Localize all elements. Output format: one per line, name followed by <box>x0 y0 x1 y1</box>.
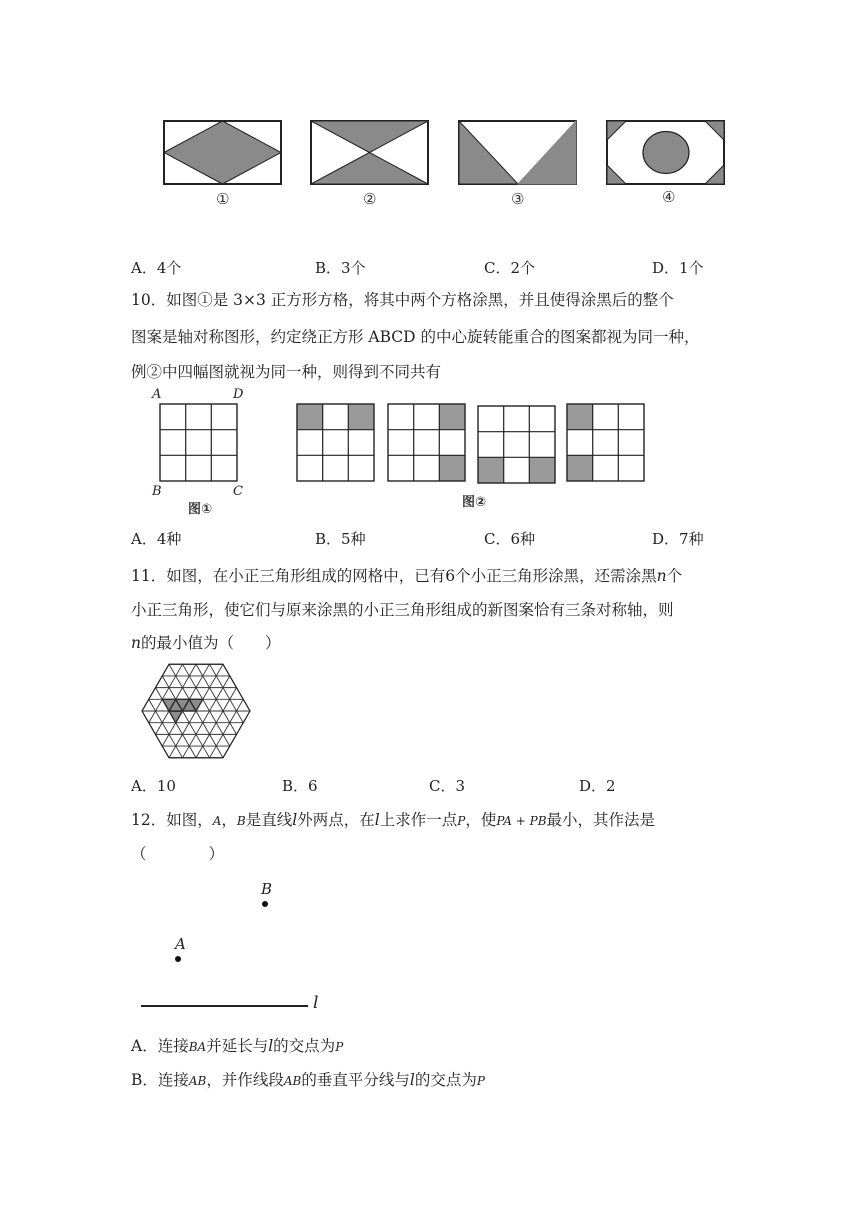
q12-text-line-2: （ ） <box>131 845 225 863</box>
grid-line <box>183 676 230 757</box>
q11-var-n: n <box>656 567 667 585</box>
q12-opt-b-var-p: P <box>476 1074 485 1088</box>
q12-opt-a-text-a: A．连接 <box>131 1037 189 1055</box>
q10-option-b: B．5种 <box>315 530 366 548</box>
q10-text-line-1: 10．如图①是 3×3 正方形方格，将其中两个方格涂黑，并且使得涂黑后的整个 <box>131 291 674 309</box>
q9-figure-2-label: ② <box>363 190 377 208</box>
q10-figure-2-caption: 图② <box>462 495 487 510</box>
q12-opt-a-text-c: 的交点为 <box>273 1037 336 1055</box>
q12-opt-b-text-d: 的交点为 <box>414 1071 477 1089</box>
q12-option-b <box>131 1070 485 1091</box>
q9-option-c: C．2个 <box>484 259 536 277</box>
q10-figure-1-caption: 图① <box>188 502 213 517</box>
q11-option-c: C．3 <box>429 777 466 795</box>
q10-figure-1-grid <box>159 403 239 482</box>
q10-figure-2-grid-3 <box>477 405 557 484</box>
q11-option-a: A．10 <box>131 777 176 795</box>
q12-text-1c: 外两点，在 <box>297 811 375 829</box>
shaded-triangle <box>169 711 183 723</box>
q12-expr: PA + PB <box>496 814 547 828</box>
grid-line <box>210 700 244 758</box>
q11-text-line-2: 小正三角形，使它们与原来涂黑的小正三角形组成的新图案恰有三条对称轴，则 <box>131 601 674 619</box>
q12-text-1a: 12．如图， <box>131 811 213 829</box>
q11-option-b: B．6 <box>282 777 318 795</box>
q12-opt-b-var: AB <box>188 1074 207 1088</box>
q12-point-b <box>262 901 268 907</box>
q9-figure-2 <box>310 120 430 186</box>
q9-figure-1 <box>163 120 283 186</box>
q11-text-3b: 的最小值为（ ） <box>140 634 281 652</box>
q12-text-1b: 是直线 <box>245 811 293 829</box>
q10-option-c: C．6种 <box>484 530 536 548</box>
q12-var-b: B <box>236 814 246 828</box>
q12-opt-b-text-c: 的垂直平分线与 <box>301 1071 410 1089</box>
q12-opt-b-var-2: AB <box>283 1074 302 1088</box>
q10-corner-label-c: C <box>233 484 243 499</box>
q10-figure-2-grid-1 <box>296 403 376 482</box>
q12-text-1e: ，使 <box>465 811 497 829</box>
q12-var-p: P <box>457 814 466 828</box>
q10-option-d: D．7种 <box>652 530 704 548</box>
q12-opt-b-text-b: ，并作线段 <box>206 1071 284 1089</box>
q12-var-a: A <box>212 814 222 828</box>
q12-opt-a-var: BA <box>188 1040 207 1054</box>
q11-option-d: D．2 <box>579 777 616 795</box>
q12-var-l: l <box>292 811 298 829</box>
q12-opt-b-text-a: B．连接 <box>131 1071 189 1089</box>
q12-text-1f: 最小，其作法是 <box>546 811 656 829</box>
q12-point-b-label: B <box>261 880 273 898</box>
q10-figure-2-grid-4 <box>566 403 646 482</box>
q10-corner-label-b: B <box>152 484 162 499</box>
q11-text-1a: 11．如图，在小正三角形组成的网格中，已有6个小正三角形涂黑，还需涂黑 <box>131 567 657 585</box>
q10-option-a: A．4种 <box>131 530 182 548</box>
q10-corner-label-a: A <box>152 387 162 402</box>
q9-figure-3-label: ③ <box>511 190 525 208</box>
q10-text-line-3: 例②中四幅图就视为同一种，则得到不同共有 <box>131 363 442 381</box>
q12-line-l-label: l <box>313 993 319 1013</box>
q12-opt-a-var-p: P <box>335 1040 344 1054</box>
q11-text-line-1 <box>131 566 682 586</box>
q12-opt-a-text-b: 并延长与 <box>206 1037 269 1055</box>
q12-text-line-1 <box>131 810 655 831</box>
q9-figure-1-label: ① <box>216 190 230 208</box>
q11-text-line-3 <box>131 633 281 653</box>
q11-var-n-2: n <box>131 634 141 652</box>
q9-option-d: D．1个 <box>652 259 704 277</box>
q12-var-l-2: l <box>374 811 380 829</box>
q12-text-1d: 上求作一点 <box>379 811 458 829</box>
q12-line-l <box>141 1005 308 1007</box>
q12-opt-b-var-l: l <box>409 1071 415 1089</box>
q12-opt-a-var-l: l <box>268 1037 274 1055</box>
q9-figure-3 <box>458 120 578 186</box>
q10-corner-label-d: D <box>233 387 244 402</box>
grid-line <box>210 664 244 722</box>
q9-figure-4 <box>606 120 726 186</box>
q12-point-a <box>175 956 181 962</box>
q9-option-a: A．4个 <box>131 259 182 277</box>
grid-line <box>162 676 209 757</box>
q9-figure-4-label: ④ <box>662 188 676 206</box>
q12-point-a-label: A <box>175 935 186 953</box>
q10-text-line-2: 图案是轴对称图形，约定绕正方形 ABCD 的中心旋转能重合的图案都视为同一种， <box>131 328 700 346</box>
q10-figure-2-grid-2 <box>387 403 467 482</box>
q11-text-1b: 个 <box>666 567 683 585</box>
q9-option-b: B．3个 <box>315 259 366 277</box>
q11-triangle-grid-figure <box>127 658 267 768</box>
q12-sep: ， <box>221 811 237 829</box>
q12-option-a <box>131 1036 343 1057</box>
